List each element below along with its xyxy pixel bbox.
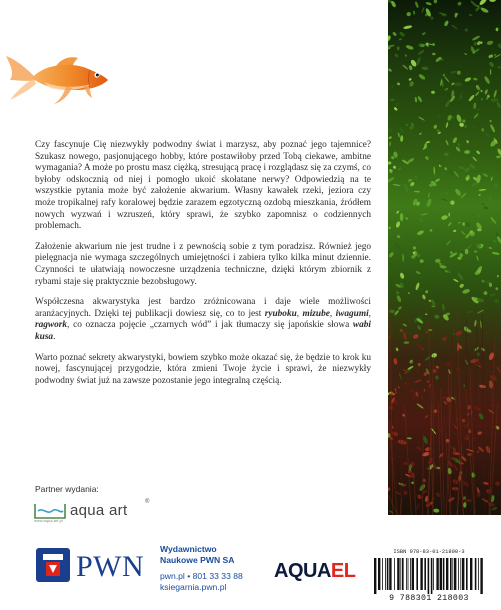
pwn-logo-text: PWN (76, 550, 145, 583)
partner-label: Partner wydania: (35, 484, 99, 494)
paragraph-3 (35, 297, 371, 343)
publisher-info (160, 544, 243, 592)
publisher-contact: pwn.pl • 801 33 33 88 (160, 571, 243, 582)
goldfish-illustration (4, 44, 112, 114)
term-mizube: mizube (302, 308, 330, 319)
paragraph-2: Założenie akwarium nie jest trudne i z pewnością sobie z tym poradzisz. Również jego pielęgnacja nie wymaga szczególnych umiejętności i zabiera tylko kilka minut dziennie. Czynności te ułatwiają nowoczesne urządzenia techniczne, dzięki którym zbiornik z rybami staje się praktycznie bezobsługowy. (35, 241, 371, 287)
paragraph-3-text: , co oznacza pojęcie „czarnych wód” i jak tłumaczy się japońskie słowa (67, 320, 353, 331)
term-ryuboku: ryuboku (264, 308, 297, 319)
aquael-logo-accent: EL (330, 560, 356, 582)
paragraph-4: Warto poznać sekrety akwarystyki, bowiem szybko może okazać się, że będzie to krok ku nowej, fascynującej przygodzie, która zmieni Twoje życie i sprawi, że niezwykły podwodny świat już na zawsze pozostanie jego integralną częścią. (35, 352, 371, 386)
period: . (53, 331, 56, 342)
paragraph-1: Czy fascynuje Cię niezwykły podwodny świat i marzysz, aby poznać jego tajemnice? Szukasz nowego, pasjonującego hobby, które postawiłoby przed Tobą ciekawe, ambitne wymagania? A może po prostu masz ciężką, stresującą pracę i rozglądasz się za czymś, co byłoby odskocznią od niej i pomogło ukoić skołatane nerwy? Odpowiedzią na te wszystkie pytania może być założenie akwarium. Własny kawałek rzeki, jeziora czy może tropikalnej rafy koralowej będzie zarazem egzotyczną ozdobą mieszkania, źródłem nowych wyzwań i wzruszeń, który sprawi, że szybko zapomnisz o codziennych problemach. (35, 140, 371, 232)
publisher-name-line1: Wydawnictwo (160, 544, 217, 554)
publisher-bookstore: ksiegarnia.pwn.pl (160, 581, 227, 592)
isbn-number: 9 788301 218003 (389, 594, 469, 603)
term-wabi-kusa: wabi kusa (35, 320, 371, 342)
aquarium-photo (388, 0, 501, 515)
separator: , (368, 308, 371, 319)
separator: , (329, 308, 336, 319)
registered-mark: ® (145, 499, 150, 505)
aquael-logo-text: AQUA (274, 560, 331, 582)
publisher-name-line2: Naukowe PWN SA (160, 554, 235, 565)
barcode-icon (372, 558, 486, 594)
isbn-barcode (366, 550, 492, 606)
isbn-label: ISBN 978-83-01-21800-3 (393, 549, 465, 555)
aqua-art-url: www.aqua-art.pl (34, 518, 63, 523)
publisher-bar (0, 520, 501, 610)
term-ragwork: ragwork (35, 320, 68, 331)
aquarium-plants-illustration (388, 0, 501, 515)
term-iwagumi: iwagumi (335, 308, 369, 319)
aquael-logo (274, 560, 355, 583)
pwn-emblem-icon (36, 548, 70, 582)
pwn-logo (36, 548, 146, 584)
paragraph-3-text: Współczesna akwarystyka jest bardzo zróżnicowana i daje wiele możliwości aranżacyjnych. Dzięki tej publikacji dowiesz się, co to jest (35, 297, 371, 319)
aqua-art-logo-text: aqua art (70, 502, 128, 519)
separator: , (296, 308, 303, 319)
cover-description (35, 140, 371, 396)
